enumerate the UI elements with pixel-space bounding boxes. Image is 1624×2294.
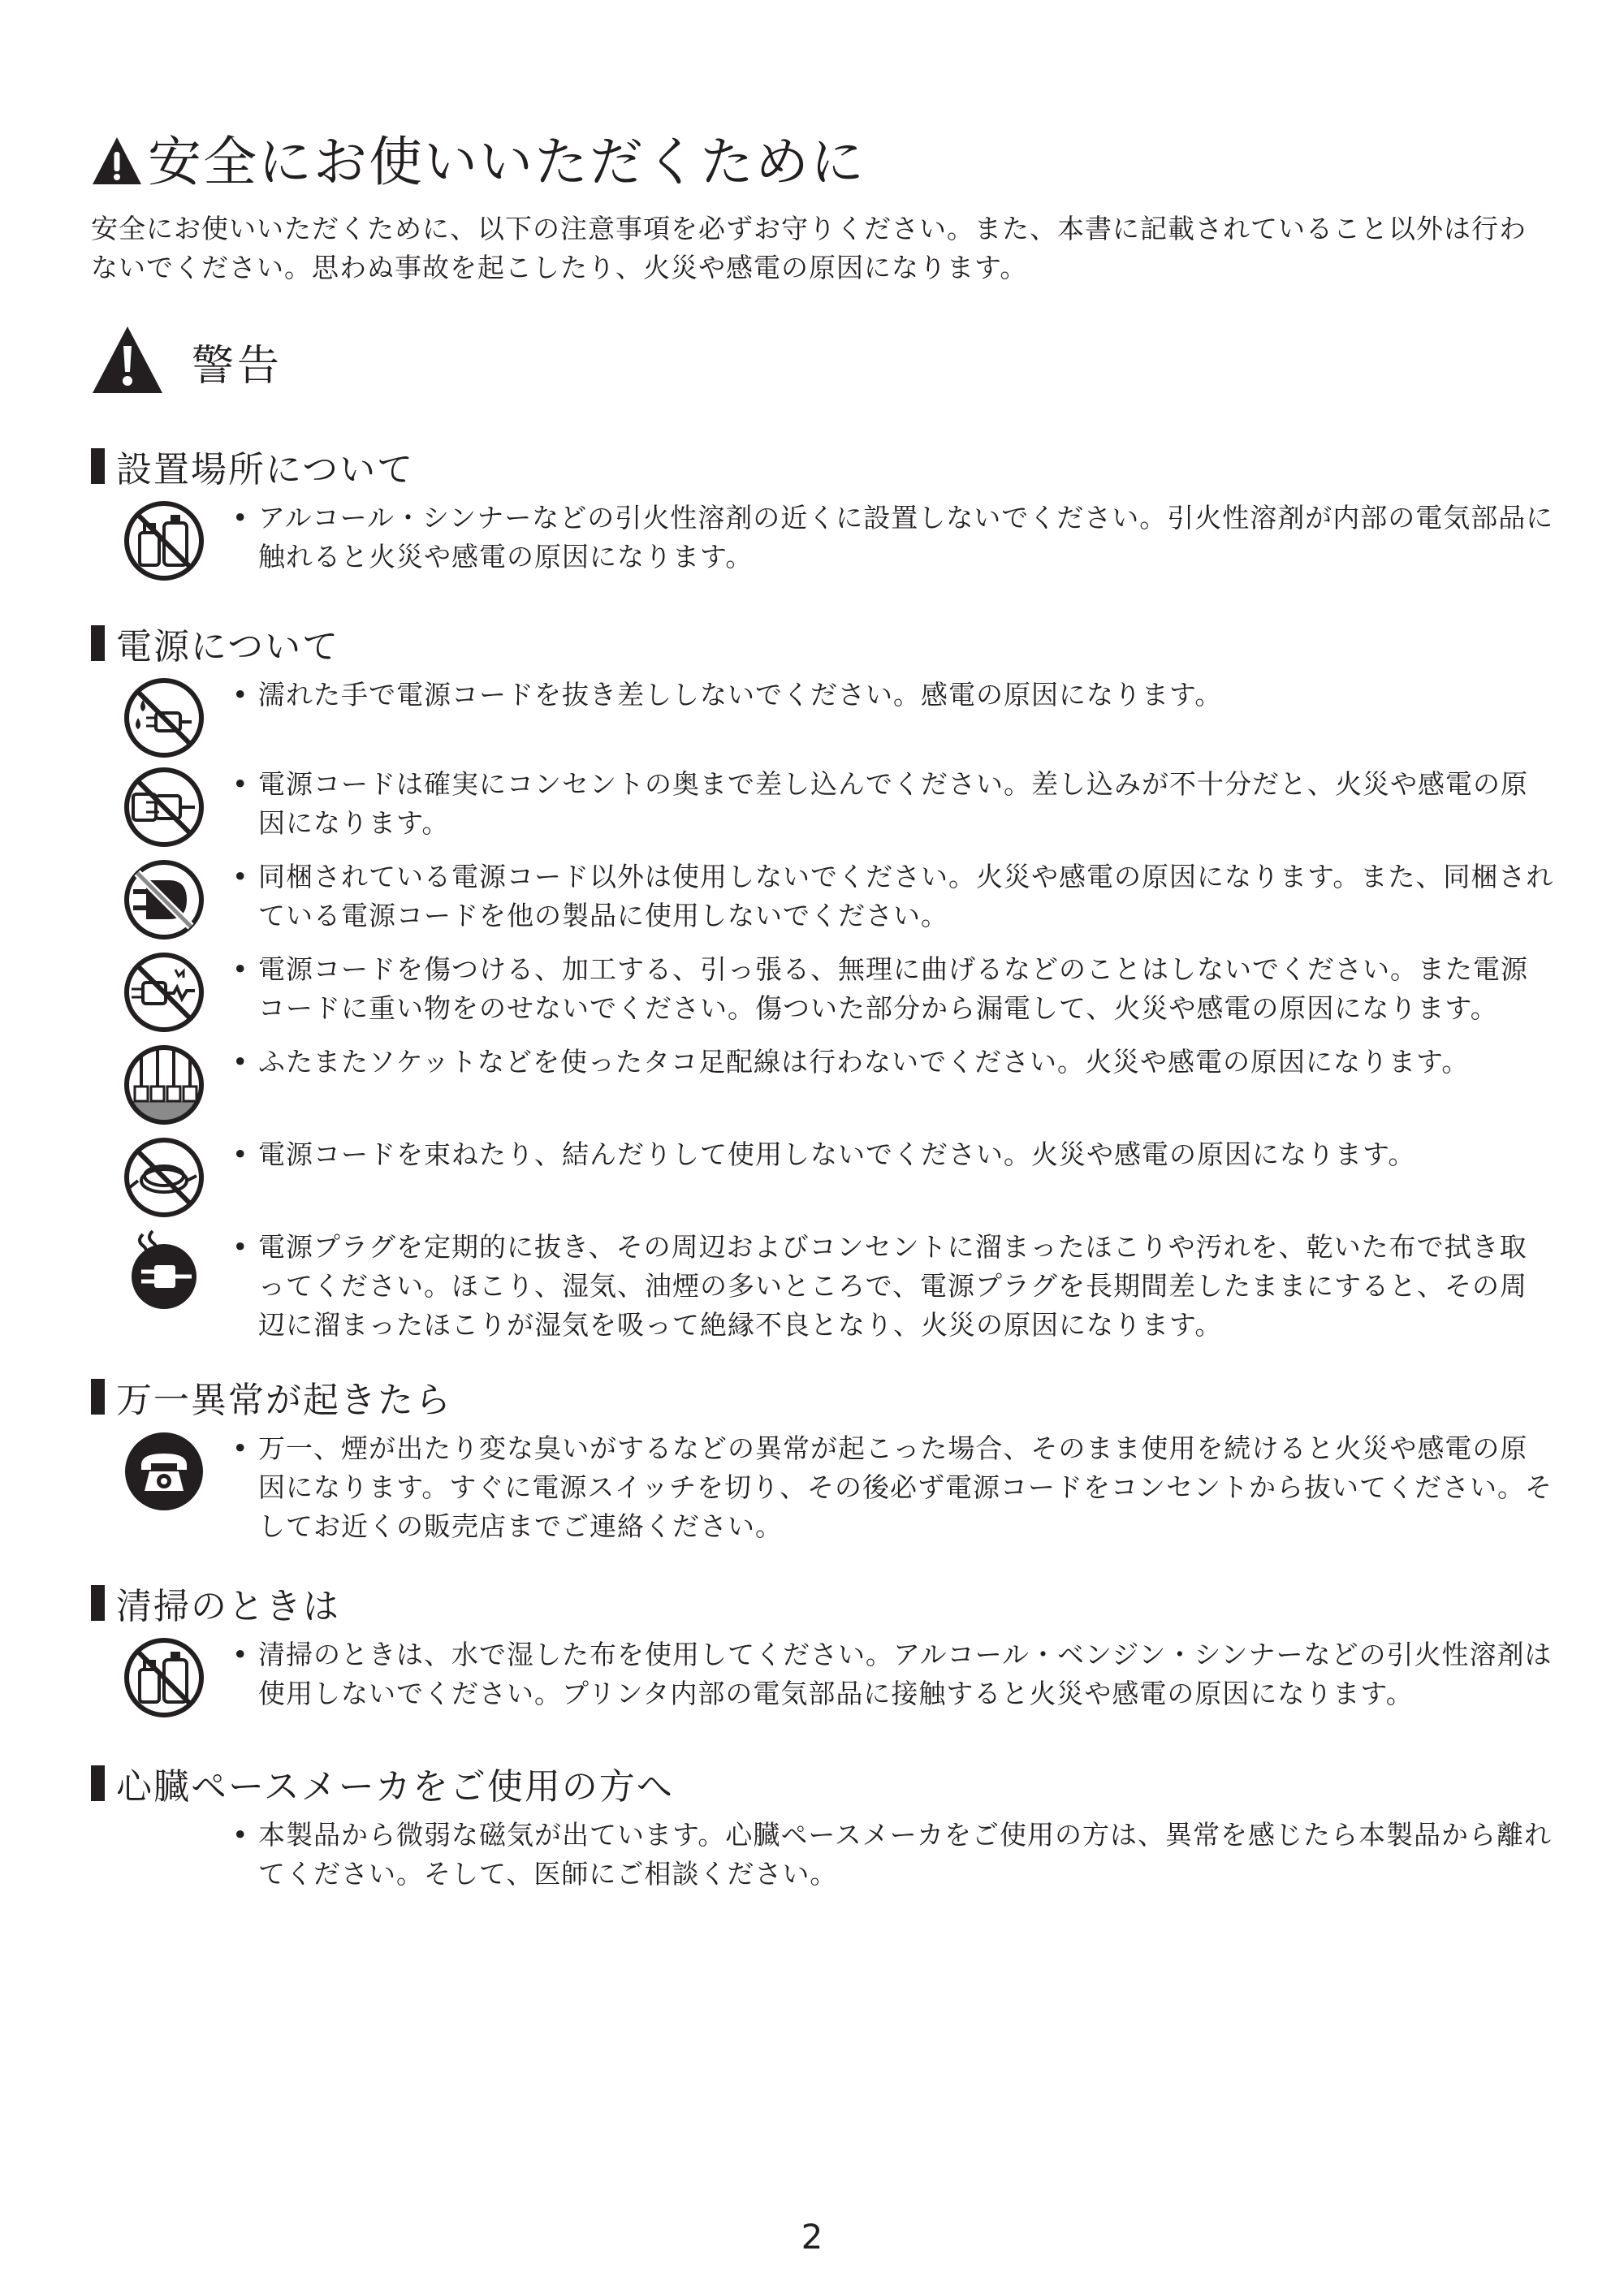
bullet: • [232,1639,248,1670]
item-text: 清掃のときは、水で湿した布を使用してください。アルコール・ベンジン・シンナーなどの引火性溶剤は使用しないでください。プリンタ内部の電気部品に接触すると火災や感電の原因になります。 [258,1639,1553,1709]
warning-heading [91,325,283,398]
item-text: 電源コードは確実にコンセントの奥まで差し込んでください。差し込みが不十分だと、火災や感電の原因になります。 [258,768,1528,839]
item-text: 本製品から微弱な磁気が出ています。心臓ペースメーカをご使用の方は、異常を感じたら本製品から離れてください。そして、医師にご相談ください。 [258,1819,1553,1890]
bullet: • [232,768,248,800]
no-wet-hands-plug-icon [122,676,206,760]
section-heading-text: 電源について [116,626,340,667]
bullet: • [232,1432,248,1464]
item-text: 万一、煙が出たり変な臭いがするなどの異常が起こった場合、そのまま使用を続けると火災や感電の原因になります。すぐに電源スイッチを切り、その後必ず電源コードをコンセントから抜いてください。そしてお近くの販売店までご連絡ください。 [258,1432,1553,1542]
no-octopus-wiring-icon [122,1043,206,1127]
no-flammable-solvents-icon [122,499,206,583]
section-heading-text: 万一異常が起きたら [116,1380,452,1421]
telephone-icon [122,1429,206,1514]
section-marker [91,1585,105,1621]
no-damaged-cord-icon [122,950,206,1035]
section-marker [91,625,105,661]
bullet: • [232,1231,248,1263]
item-text: 電源コードを束ねたり、結んだりして使用しないでください。火災や感電の原因になります。 [258,1138,1416,1170]
no-other-cord-icon [122,858,206,942]
item-text: 同梱されている電源コード以外は使用しないでください。火災や感電の原因になります。また、同梱されている電源コードを他の製品に使用しないでください。 [258,861,1554,931]
bullet: • [232,1138,248,1170]
section-heading-power [91,622,340,667]
page-title-text: 安全にお使いいただくために [148,131,866,193]
item-text: ふたまたソケットなどを使ったタコ足配線は行わないでください。火災や感電の原因になります。 [258,1046,1470,1078]
section-heading-text: 設置場所について [116,449,415,490]
plug-fully-inserted-icon [122,765,206,849]
section-marker [91,1379,105,1415]
item-text: アルコール・シンナーなどの引火性溶剤の近くに設置しないでください。引火性溶剤が内部の電気部品に触れると火災や感電の原因になります。 [258,502,1554,572]
section-marker [91,1765,105,1801]
section-heading-cleaning [91,1582,340,1627]
no-bundled-cord-icon [122,1135,206,1220]
section-marker [91,448,105,484]
section-heading-pacemaker [91,1762,674,1808]
warning-heading-text: 警告 [192,341,283,391]
section-heading-emergency [91,1376,452,1421]
intro-paragraph: 安全にお使いいただくために、以下の注意事項を必ずお守りください。また、本書に記載されていること以外は行わないでください。思わぬ事故を起こしたり、火災や感電の原因になります。 [91,213,1527,283]
page-number: 2 [801,2217,823,2257]
clean-plug-dust-icon [122,1228,206,1312]
warning-triangle-icon [91,136,143,189]
warning-triangle-icon [91,325,164,398]
bullet: • [232,502,248,534]
item-text: 濡れた手で電源コードを抜き差ししないでください。感電の原因になります。 [258,679,1223,711]
bullet: • [232,953,248,985]
section-heading-installation [91,445,415,490]
bullet: • [232,1046,248,1078]
bullet: • [232,679,248,711]
item-text: 電源プラグを定期的に抜き、その周辺およびコンセントに溜まったほこりや汚れを、乾いた布で拭き取ってください。ほこり、湿気、油煙の多いところで、電源プラグを長期間差したままにすると、その周辺に溜まったほこりが湿気を吸って絶縁不良となり、火災の原因になります。 [258,1231,1528,1341]
section-heading-text: 清掃のときは [116,1586,340,1627]
no-flammable-solvents-icon [122,1635,206,1720]
page-title [91,126,866,199]
section-heading-text: 心臓ペースメーカをご使用の方へ [116,1766,674,1808]
bullet: • [232,1819,248,1851]
item-text: 電源コードを傷つける、加工する、引っ張る、無理に曲げるなどのことはしないでください。また電源コードに重い物をのせないでください。傷ついた部分から漏電して、火災や感電の原因になります。 [258,953,1528,1024]
bullet: • [232,861,248,892]
